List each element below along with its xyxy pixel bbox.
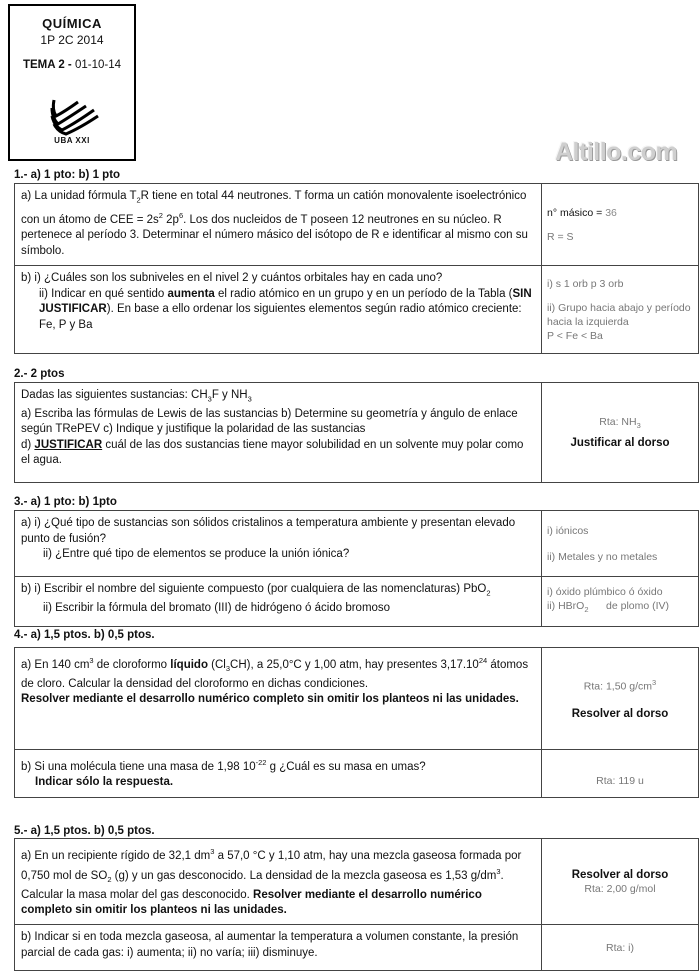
q4-table [14,647,699,798]
q4-title: 4.- a) 1,5 ptos. b) 0,5 ptos. [14,629,155,641]
q4-b-text: b) Si una molécula tiene una masa de 1,98 $10^{-22}$ g ¿Cuál es su masa en umas? Indicar sólo la respuesta. [15,750,542,798]
q3-b-text: b) i) Escribir el nombre del siguiente compuesto (por cualquiera de las nomenclaturas) PbO$_2$ ii) Escribir la fórmula del bromato (III) de hidrógeno ó ácido bromoso [15,577,542,627]
q5-b-text: b) Indicar si en toda mezcla gaseosa, al aumentar la temperatura a volumen constante, la presión parcial de cada gas: i) aumenta; ii) no varía; iii) disminuye. [15,925,542,971]
q2-answer: Rta: $NH_3$ Justificar al dorso [542,383,699,483]
q3-a-answer: i) iónicos ii) Metales y no metales [542,511,699,577]
altillo-watermark: Altillo.com [555,138,678,166]
q1-table [14,183,699,354]
q3-row-b [15,577,699,627]
q4-a-text: a) En 140 $cm^3$ de cloroformo líquido $(Cl_3CH)$, a 25,0°C y 1,00 atm, hay presentes 3,17.10$^{24}$ átomos de cloro. Calcular la densidad del cloroformo en dichas condiciones. Resolver mediante el desarrollo numérico completo sin omitir los planteos ni las unidades. [15,648,542,750]
q3-table [14,510,699,627]
q5-a-text: a) En un recipiente rígido de 32,1 $dm^3$ a 57,0 °C y 1,10 atm, hay una mezcla gaseosa formada por 0,750 mol de $SO_2$ (g) y un gas desconocido. La densidad de la mezcla gaseosa es 1,53 $g/dm^3$. Calcular la masa molar del gas desconocido. Resolver mediante el desarrollo numérico completo sin omitir los planteos ni las unidades. [15,839,542,925]
element-answer: R = S [547,230,574,243]
tema-label: TEMA 2 - [22,59,72,71]
uba-logo-text: UBA XXI [54,136,90,145]
exam-header-box [8,4,136,161]
q5-table [14,838,699,971]
tema-date: 01-10-14 [74,59,122,71]
tema-line [10,59,134,71]
uba-logo-icon [46,94,102,154]
q3-row-a [15,511,699,577]
q1-b-answer: i) s 1 orb p 3 orb ii) Grupo hacia abajo y período hacia la izquierda P < Fe < Ba [542,266,699,354]
q2-row [15,383,699,483]
subject-title: QUÍMICA [42,16,102,31]
mass-number-answer: n° másico = 36 [547,206,617,219]
q1-row-a [15,184,699,266]
q2-title: 2.- 2 ptos [14,368,65,380]
q1-row-b [15,266,699,354]
q4-b-answer: Rta: 119 u [542,750,699,798]
q4-row-b [15,750,699,798]
q4-a-answer: Rta: 1,50 $g/cm^3$ Resolver al dorso [542,648,699,750]
q1-title: 1.- a) 1 pto: b) 1 pto [14,169,121,181]
course-code: 1P 2C 2014 [40,33,104,47]
q2-table [14,382,699,483]
q5-title: 5.- a) 1,5 ptos. b) 0,5 ptos. [14,825,155,837]
q1-b-text: b) i) ¿Cuáles son los subniveles en el nivel 2 y cuántos orbitales hay en cada uno? ii) Indicar en qué sentido aumenta el radio atómico en un grupo y en un período de la Tabla (SIN JUSTIFICAR). En base a ello ordenar los siguientes elementos según radio atómico creciente: Fe, P y Ba [15,266,542,354]
q5-row-b [15,925,699,971]
q5-row-a [15,839,699,925]
q1-a-text: a) La unidad fórmula $T_2R$ tiene en total 44 neutrones. T forma un catión monovalente isoelectrónico con un átomo de CEE = $2s^2$ $2p^6$. Los dos nucleidos de T poseen 12 neutrones en su núcleo. R pertenece al período 3. Determinar el número másico del isótopo de R e identificar al mismo con su símbolo. [15,184,542,266]
q1-a-answer [542,184,699,266]
q5-a-answer: Resolver al dorso Rta: 2,00 g/mol [542,839,699,925]
q3-a-text: a) i) ¿Qué tipo de sustancias son sólidos cristalinos a temperatura ambiente y presentan elevado punto de fusión? ii) ¿Entre qué tipo de elementos se produce la unión iónica? [15,511,542,577]
q4-row-a [15,648,699,750]
q3-b-answer: i) óxido plúmbico ó óxido ii) HBrO$_2$ de plomo (IV) [542,577,699,627]
q3-title: 3.- a) 1 pto: b) 1pto [14,496,117,508]
q5-b-answer: Rta: i) [542,925,699,971]
q2-text: Dadas las siguientes sustancias: $CH_3F$ y $NH_3$ a) Escriba las fórmulas de Lewis de las sustancias b) Determine su geometría y ángulo de enlace según TRePEV c) Indique y justifique la polaridad de las sustancias d) JUSTIFICAR cuál de las dos sustancias tiene mayor solubilidad en un solvente muy polar como el agua. [15,383,542,483]
